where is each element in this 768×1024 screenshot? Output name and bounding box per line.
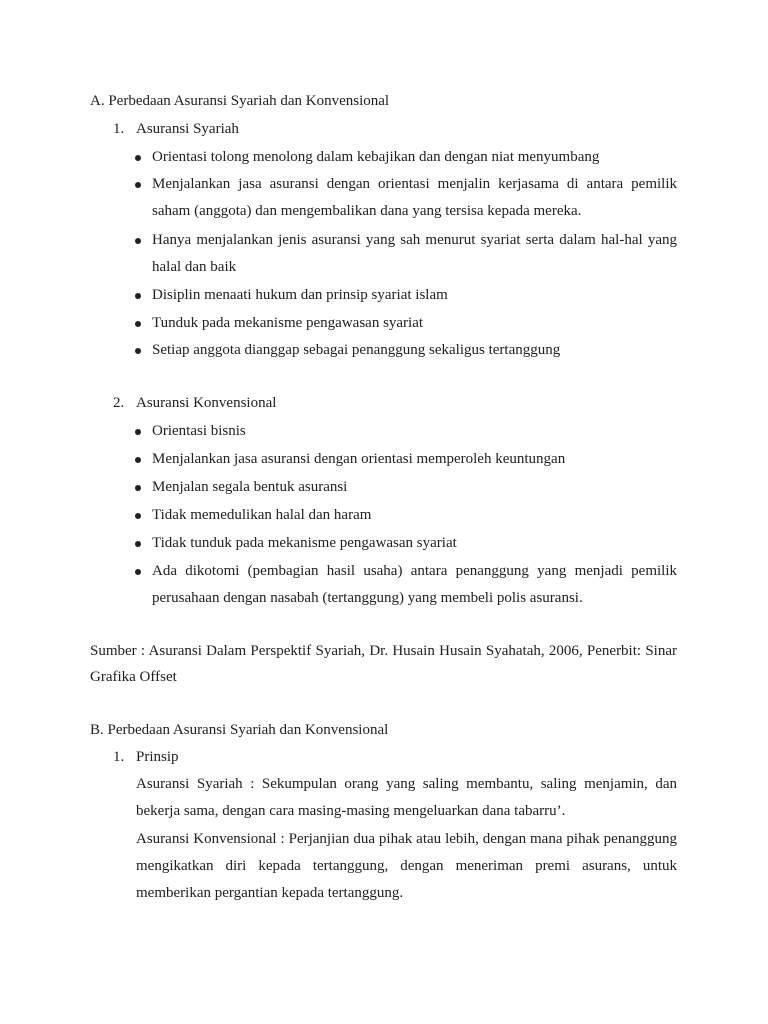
- bullet-icon: [135, 513, 141, 519]
- list-item: Menjalan segala bentuk asuransi: [152, 479, 348, 495]
- list-item: Menjalankan jasa asuransi dengan orientasi memperoleh keuntungan: [152, 451, 566, 467]
- paragraph-continuation: mengikatkan diri kepada tertanggung, dengan meneriman premi asurans, untuk: [136, 858, 677, 874]
- paragraph-continuation: memberikan pergantian kepada tertanggung.: [136, 885, 404, 901]
- list-item-continuation: perusahaan dengan nasabah (tertanggung) yang membeli polis asuransi.: [152, 590, 583, 606]
- bullet-icon: [135, 541, 141, 547]
- item-title-asuransi-konvensional: Asuransi Konvensional: [136, 395, 277, 411]
- bullet-icon: [135, 569, 141, 575]
- list-item: Tunduk pada mekanisme pengawasan syariat: [152, 315, 424, 331]
- bullet-icon: [135, 293, 141, 299]
- list-item: Hanya menjalankan jenis asuransi yang sah menurut syariat serta dalam hal-hal yang: [152, 232, 677, 248]
- bullet-icon: [135, 155, 141, 161]
- list-item: Ada dikotomi (pembagian hasil usaha) antara penanggung yang menjadi pemilik: [152, 563, 677, 579]
- bullet-icon: [135, 429, 141, 435]
- item-title-prinsip: Prinsip: [136, 749, 179, 765]
- section-b-heading: B. Perbedaan Asuransi Syariah dan Konvensional: [90, 722, 389, 738]
- bullet-icon: [135, 348, 141, 354]
- list-item: Orientasi bisnis: [152, 423, 246, 439]
- list-number: 2.: [113, 395, 125, 411]
- paragraph-asuransi-konvensional: Asuransi Konvensional : Perjanjian dua pihak atau lebih, dengan mana pihak penanggung: [136, 831, 677, 847]
- list-item: Tidak tunduk pada mekanisme pengawasan syariat: [152, 535, 457, 551]
- list-item: Menjalankan jasa asuransi dengan orientasi menjalin kerjasama di antara pemilik: [152, 176, 677, 192]
- source-citation: Sumber : Asuransi Dalam Perspektif Syariah, Dr. Husain Husain Syahatah, 2006, Penerbit: Sinar: [90, 643, 677, 659]
- bullet-icon: [135, 485, 141, 491]
- list-item: Orientasi tolong menolong dalam kebajikan dan dengan niat menyumbang: [152, 149, 600, 165]
- list-item-continuation: saham (anggota) dan mengembalikan dana yang tersisa kepada mereka.: [152, 203, 582, 219]
- section-a-heading: A. Perbedaan Asuransi Syariah dan Konvensional: [90, 93, 390, 109]
- paragraph-asuransi-syariah: Asuransi Syariah : Sekumpulan orang yang saling membantu, saling menjamin, dan: [136, 776, 677, 792]
- list-number: 1.: [113, 121, 125, 137]
- source-citation-continuation: Grafika Offset: [90, 669, 177, 685]
- list-number: 1.: [113, 749, 125, 765]
- item-title-asuransi-syariah: Asuransi Syariah: [136, 121, 239, 137]
- bullet-icon: [135, 457, 141, 463]
- list-item-continuation: halal dan baik: [152, 259, 237, 275]
- paragraph-continuation: bekerja sama, dengan cara masing-masing mengeluarkan dana tabarru’.: [136, 803, 566, 819]
- list-item: Tidak memedulikan halal dan haram: [152, 507, 372, 523]
- bullet-icon: [135, 321, 141, 327]
- bullet-icon: [135, 238, 141, 244]
- list-item: Setiap anggota dianggap sebagai penanggung sekaligus tertanggung: [152, 342, 561, 358]
- list-item: Disiplin menaati hukum dan prinsip syariat islam: [152, 287, 448, 303]
- bullet-icon: [135, 182, 141, 188]
